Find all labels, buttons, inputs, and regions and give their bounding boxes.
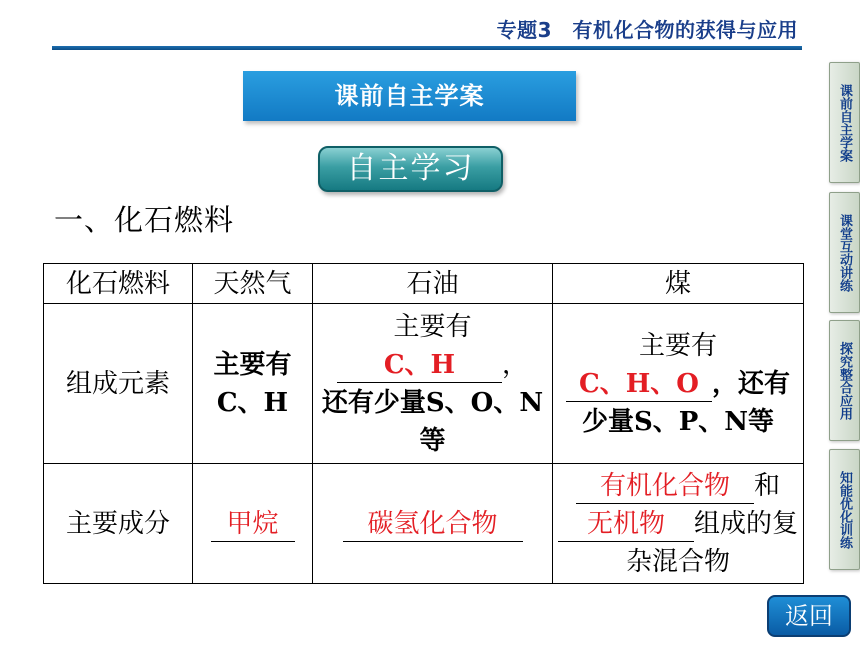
section-banner: 课前自主学案 — [243, 71, 576, 121]
oil-composition-rest: 还有少量S、O、N等 — [321, 387, 544, 456]
coal-elements-answer: C、H、O — [566, 367, 712, 402]
gas-composition-cell — [193, 304, 313, 464]
oil-component-cell — [313, 464, 553, 584]
coal-component-rest: 组成的复杂混合物 — [625, 508, 798, 577]
coal-component-answer-organic: 有机化合物 — [576, 469, 754, 504]
row-label: 组成元素 — [44, 304, 193, 464]
table-header-row — [44, 264, 804, 304]
coal-composition-prefix: 主要有 — [638, 330, 717, 361]
gas-composition-text: 主要有C、H — [213, 349, 292, 418]
sub-banner: 自主学习 — [318, 146, 503, 192]
row-label: 主要成分 — [44, 464, 193, 584]
section-heading: 一、化石燃料 — [54, 203, 235, 237]
table-row — [44, 464, 804, 584]
oil-composition-cell — [313, 304, 553, 464]
gas-component-answer: 甲烷 — [211, 507, 295, 542]
header-divider — [52, 46, 802, 50]
coal-composition-cell — [553, 304, 804, 464]
oil-elements-answer: C、H — [337, 348, 502, 383]
table-header-cell: 煤 — [553, 264, 804, 304]
nav-item-in-class[interactable]: 课堂互动讲练 — [829, 192, 860, 313]
oil-component-answer: 碳氢化合物 — [343, 507, 523, 542]
fossil-fuel-table — [43, 263, 804, 584]
nav-item-pre-class[interactable]: 课前自主学案 — [829, 62, 860, 183]
table-header-cell: 天然气 — [193, 264, 313, 304]
oil-comma: ， — [501, 349, 528, 380]
return-button[interactable]: 返回 — [767, 595, 851, 637]
coal-composition-rest: ，还有少量S、P、N等 — [581, 368, 790, 437]
table-header-cell: 石油 — [313, 264, 553, 304]
gas-component-cell — [193, 464, 313, 584]
table-header-cell: 化石燃料 — [44, 264, 193, 304]
nav-item-explore[interactable]: 探究整合应用 — [829, 320, 860, 441]
table-row — [44, 304, 804, 464]
oil-composition-prefix: 主要有 — [393, 311, 472, 342]
nav-item-training[interactable]: 知能优化训练 — [829, 449, 860, 570]
coal-component-cell — [553, 464, 804, 584]
coal-component-answer-inorganic: 无机物 — [558, 507, 694, 542]
header-title: 专题3 有机化合物的获得与应用 — [496, 18, 798, 42]
coal-component-connector: 和 — [753, 470, 780, 501]
